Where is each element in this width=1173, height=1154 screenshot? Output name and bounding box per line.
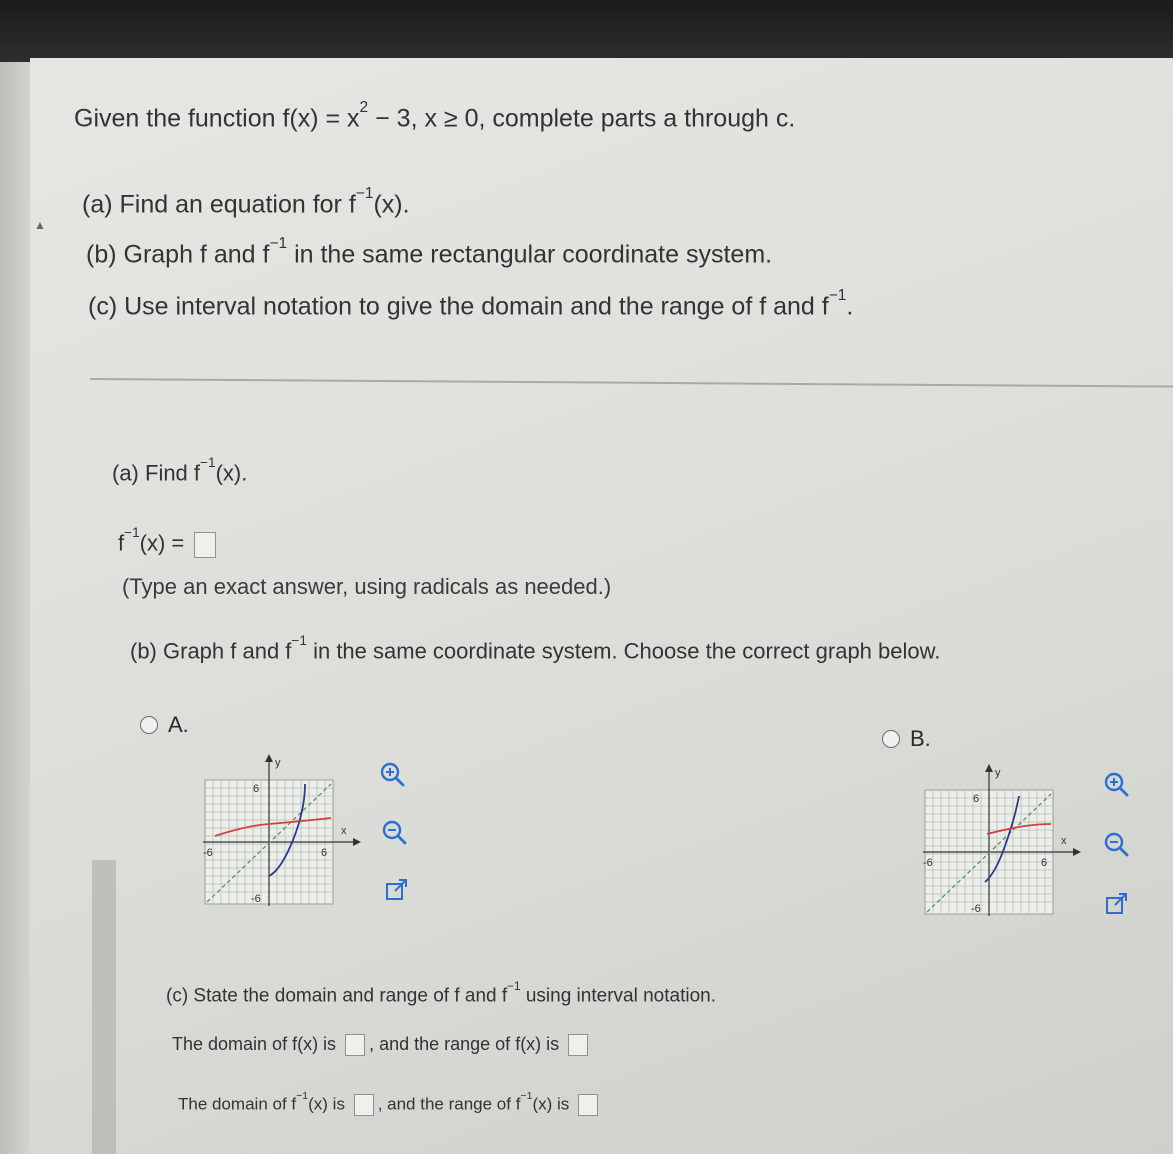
question-part-a: (a) Find an equation for $f^{-1}(x)$. [82,184,410,219]
graph-b-tick-y-neg: -6 [971,903,981,915]
graph-b-zoom-out-button[interactable] [1100,828,1132,860]
monitor-bezel [0,0,1173,62]
graph-b-x-label: x [1061,835,1067,847]
question-part-c: (c) Use interval notation to give the domain and the range of f and $f^{-1}$. [88,286,854,321]
graph-a-tick-y-neg: -6 [251,893,261,905]
graph-b-tick-x-neg: -6 [923,857,933,869]
zoom-out-icon [1103,831,1129,857]
graph-b-zoom-in-button[interactable] [1100,768,1132,800]
option-a[interactable] [140,712,189,738]
part-b-label: (b) Graph f and $f^{-1}$ in the same coordinate system. Choose the correct graph below. [130,633,941,664]
range-finv-input[interactable] [578,1094,598,1116]
zoom-out-icon [381,819,407,845]
part-c-line-f: The domain of f(x) is , and the range of f(x) is [172,1034,592,1056]
graph-option-a[interactable] [195,752,365,912]
option-a-label: A. [168,712,189,737]
part-c-label: (c) State the domain and range of f and $f^{-1}$ using interval notation. [166,979,716,1007]
graph-a-tick-x-neg: -6 [203,847,213,859]
inverse-answer-input[interactable] [194,532,216,558]
option-a-radio[interactable] [140,716,158,734]
graph-b-y-arrow [985,764,993,772]
part-c-line-finv: The domain of $f^{-1}(x)$ is , and the range of $f^{-1}(x)$ is [178,1094,602,1116]
graph-a-x-label: x [341,825,347,837]
graph-option-b[interactable] [915,762,1085,922]
graph-b-tick-x-pos: 6 [1041,857,1048,869]
open-external-icon [1103,891,1129,917]
graph-b-open-button[interactable] [1100,888,1132,920]
graph-b-tick-y-pos: 6 [973,793,980,805]
graph-a-zoom-out-button[interactable] [378,816,410,848]
scrollbar[interactable] [92,860,116,1154]
question-part-b: (b) Graph f and $f^{-1}$ in the same rectangular coordinate system. [86,234,773,269]
left-panel-strip [0,62,30,1154]
graph-a-y-label: y [275,757,281,769]
graph-b-x-arrow [1073,848,1081,856]
graph-b-y-label: y [995,767,1001,779]
graph-a-tick-y-pos: 6 [253,783,260,795]
range-f-input[interactable] [568,1034,588,1056]
domain-finv-input[interactable] [354,1094,374,1116]
graph-a-open-button[interactable] [380,874,412,906]
graph-a-y-arrow [265,754,273,762]
open-external-icon [383,877,409,903]
graph-a-x-arrow [353,838,361,846]
part-a-hint: (Type an exact answer, using radicals as needed.) [122,574,612,599]
option-b[interactable] [882,726,931,752]
collapse-arrow-icon[interactable]: ▲ [34,218,46,232]
graph-a-tick-x-pos: 6 [321,847,328,859]
domain-f-input[interactable] [345,1034,365,1056]
graph-a-zoom-in-button[interactable] [376,758,408,790]
part-a-equation: $f^{-1}(x)$ = [118,530,220,558]
option-b-label: B. [910,726,931,751]
zoom-in-icon [379,761,405,787]
zoom-in-icon [1103,771,1129,797]
part-a-label: (a) Find $f^{-1}(x)$. [112,455,248,486]
question-intro: Given the function $f(x) = x^2 - 3$, x ≥ 0, complete parts a through c. [74,98,796,133]
option-b-radio[interactable] [882,730,900,748]
